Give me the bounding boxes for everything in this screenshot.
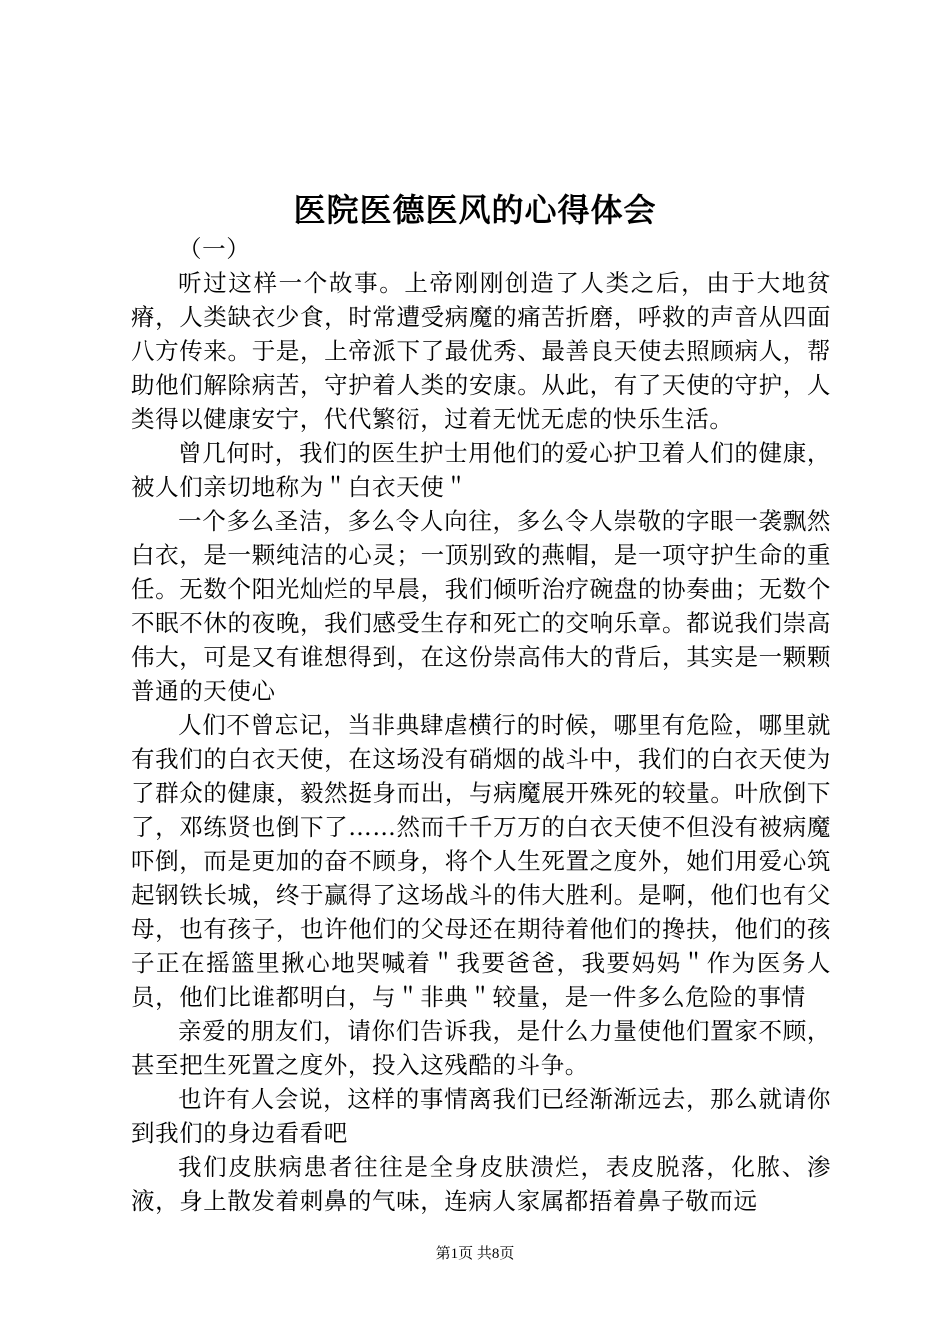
- paragraph-look-around: 也许有人会说，这样的事情离我们已经渐渐远去，那么就请你到我们的身边看看吧: [131, 1085, 831, 1147]
- document-title: 医院医德医风的心得体会: [293, 191, 657, 229]
- paragraph-white-angels: 曾几何时，我们的医生护士用他们的爱心护卫着人们的健康，被人们亲切地称为＂白衣天使＂: [131, 439, 831, 501]
- paragraph-story: 听过这样一个故事。上帝刚刚创造了人类之后，由于大地贫瘠，人类缺衣少食，时常遭受病魔的痛苦折磨，呼救的声音从四面八方传来。于是，上帝派下了最优秀、最善良天使去照顾病人，帮助他们解除病苦，守护着人类的安康。从此，有了天使的守护，人类得以健康安宁，代代繁衍，过着无忧无虑的快乐生活。: [131, 269, 831, 433]
- paragraph-sars: 人们不曾忘记，当非典肆虐横行的时候，哪里有危险，哪里就有我们的白衣天使，在这场没有硝烟的战斗中，我们的白衣天使为了群众的健康，毅然挺身而出，与病魔展开殊死的较量。叶欣倒下了，邓练贤也倒下了……然而千千万万的白衣天使不但没有被病魔吓倒，而是更加的奋不顾身，将个人生死置之度外，她们用爱心筑起钢铁长城，终于赢得了这场战斗的伟大胜利。是啊，他们也有父母，也有孩子，也许他们的父母还在期待着他们的搀扶，他们的孩子正在摇篮里揪心地哭喊着＂我要爸爸，我要妈妈＂作为医务人员，他们比谁都明白，与＂非典＂较量，是一件多么危险的事情: [131, 711, 831, 1011]
- paragraph-holy-words: 一个多么圣洁，多么令人向往，多么令人崇敬的字眼一袭飘然白衣，是一颗纯洁的心灵；一顶别致的燕帽，是一项守护生命的重任。无数个阳光灿烂的早晨，我们倾听治疗碗盘的协奏曲；无数个不眠不休的夜晚，我们感受生存和死亡的交响乐章。都说我们崇高伟大，可是又有谁想得到，在这份崇高伟大的背后，其实是一颗颗普通的天使心: [131, 507, 831, 705]
- page-footer: 第1页 共8页: [435, 1246, 515, 1262]
- paragraph-question: 亲爱的朋友们，请你们告诉我，是什么力量使他们置家不顾，甚至把生死置之度外，投入这残酷的斗争。: [131, 1017, 831, 1079]
- paragraph-skin-patients: 我们皮肤病患者往往是全身皮肤溃烂，表皮脱落，化脓、渗液，身上散发着刺鼻的气味，连病人家属都捂着鼻子敬而远: [131, 1153, 831, 1215]
- section-label: （一）: [178, 235, 251, 263]
- document-body: [131, 232, 831, 1218]
